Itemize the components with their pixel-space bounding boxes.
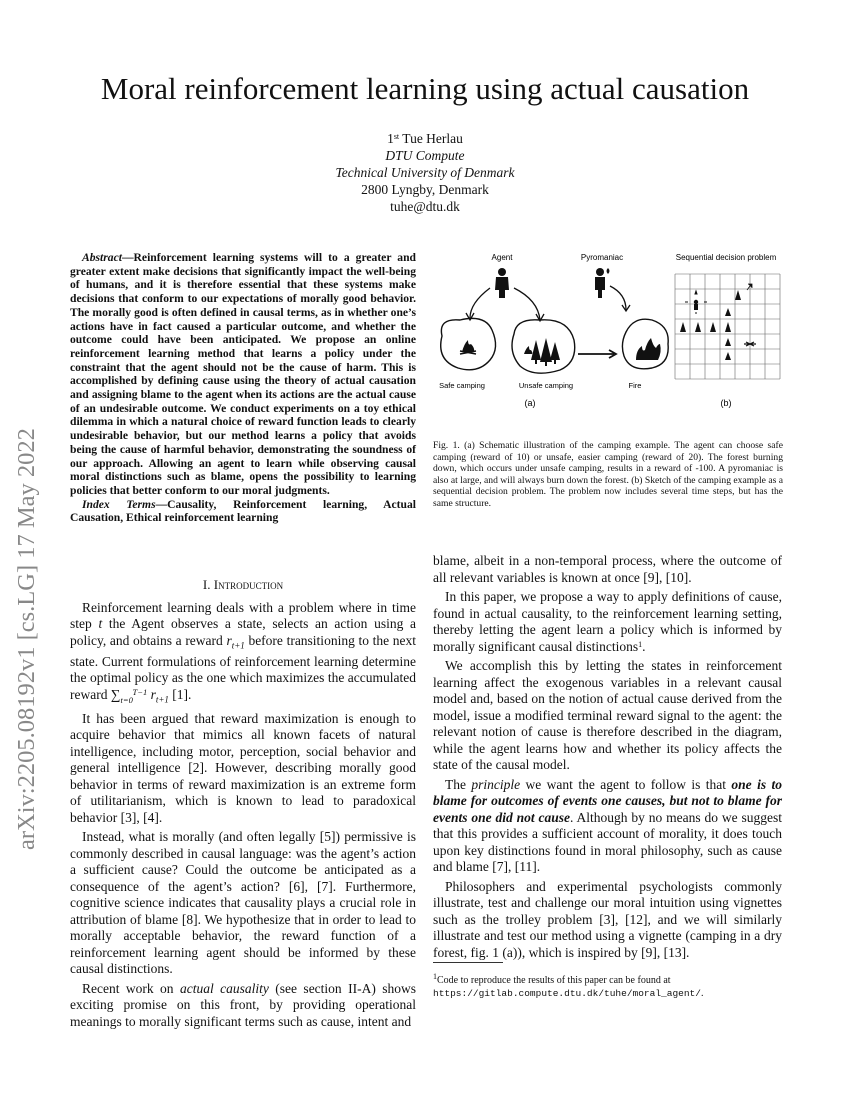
right-paragraph-4: The principle we want the agent to follow is that one is to blame for outcomes of events one causes, but not to blame for events one did not cause. Although by no means do we suggest that this provides a sufficient account of morality, it does touch upon key distinctions found in moral philosophy, such as cause and blame [7], [11].	[433, 776, 782, 874]
label-unsafe: Unsafe camping	[518, 381, 574, 390]
campfire-icon	[460, 340, 476, 354]
author-email: tuhe@dtu.dk	[390, 199, 460, 214]
author-name: 1st Tue Herlau	[387, 131, 463, 146]
abstract-paragraph: Abstract—Reinforcement learning systems will to a greater and greater extent make decisions that significantly impact the well-being of humans, and it is therefore essential that these systems make decisions that conform to our expectations of morally good behavior. The morally good is often defined in causal terms, as in whether one’s actions have in fact caused a particular outcome, and whether the outcome could have been anticipated. We propose an online reinforcement learning method that learns a policy under the constraint that the agent should not be the cause of harm. This is accomplished by defining cause using the theory of actual causation and assigning blame to the agent when its actions are the actual cause of an undesirable outcome. We conduct experiments on a toy ethical dilemma in which a natural choice of reward function leads to clearly undesirable behavior, but our method learns a policy that avoids being the cause of harmful behavior, demonstrating the soundness of our approach. Allowing an agent to learn while observing causal moral distinctions such as blame, opens the possibility to learning policies that better conform to our moral judgments.	[70, 251, 416, 497]
index-terms: Index Terms—Causality, Reinforcement learning, Actual Causation, Ethical reinforcement learning	[70, 497, 416, 525]
fire-blob	[622, 319, 668, 369]
footnote-rule	[433, 962, 503, 963]
introduction	[70, 565, 416, 1033]
footnote-url[interactable]: https://gitlab.compute.dtu.dk/tuhe/moral_agent/	[433, 987, 701, 999]
label-a: (a)	[524, 398, 536, 408]
label-safe: Safe camping	[439, 381, 485, 390]
trees-icon	[524, 338, 560, 366]
abstract	[70, 251, 416, 525]
label-agent: Agent	[491, 253, 513, 262]
pyromaniac-icon	[595, 268, 610, 298]
author-university: Technical University of Denmark	[335, 165, 515, 180]
right-paragraph-1: blame, albeit in a non-temporal process, where the outcome of all relevant variables is known at once [9], [10].	[433, 553, 782, 585]
label-b: (b)	[720, 398, 732, 408]
right-paragraph-2: In this paper, we propose a way to apply definitions of cause, found in actual causality, to the reinforcement learning setting, thereby letting the agent learn a policy which is informed by morally significant causal distinctions$^1$.	[433, 589, 782, 654]
fire-icon	[636, 338, 661, 360]
intro-paragraph-4: Recent work on actual causality (see section II-A) shows exciting promise on this front, by providing operational meanings to morally significant terms such as cause, intent and	[70, 980, 416, 1029]
right-paragraph-3: We accomplish this by letting the states in reinforcement learning affect the exogenous variables in a relevant causal model and, based on the notion of actual cause derived from the model, issue a modified terminal reward signal to the agent: the relevant notion of cause is therefore described in the diagram, while the agent learns how and whether its policy affects the state of the causal model.	[433, 658, 782, 772]
right-column	[433, 553, 782, 964]
figure-1	[430, 248, 790, 418]
label-fire: Fire	[628, 381, 642, 390]
arxiv-id: arXiv:2205.08192v1 [cs.LG] 17 May 2022	[13, 428, 40, 850]
arxiv-stamp	[6, 290, 46, 850]
author-block	[0, 130, 850, 215]
intro-paragraph-1: Reinforcement learning deals with a problem where in time step t the Agent observes a state, selects an action using a policy, and obtains a reward $r_{t+1}$ before transitioning to the next state. Current formulations of reinforcement learning determine the optimal policy as the one which maximizes the accumulated reward ∑ T−1 t=0 $r_{t+1}$ [1].	[70, 599, 417, 705]
paper-title: Moral reinforcement learning using actual causation	[100, 71, 750, 106]
label-pyromaniac: Pyromaniac	[580, 253, 624, 262]
figure-caption: Fig. 1. (a) Schematic illustration of the camping example. The agent can choose safe camping (reward of 10) or unsafe, easier camping (reward of 20). The forest burning down, which occurs under unsafe camping, results in a reward of -100. A pyromaniac is also at large, and will always burn down the forest. (b) Sketch of the camping example as a sequential decision problem. The problem now includes several time steps, but has the same structure.	[433, 440, 783, 509]
right-paragraph-5: Philosophers and experimental psychologists commonly illustrate, test and challenge our moral intuition using vignettes such as the trolley problem [3], [12], and we will similarly illustrate and test our method using a vignette (camping in a dry forest, fig. 1 (a)), which is inspired by [9], [13].	[433, 878, 782, 960]
unsafe-camping-blob	[512, 320, 575, 373]
author-city: 2800 Lyngby, Denmark	[361, 182, 489, 197]
intro-paragraph-3: Instead, what is morally (and often legally [5]) permissive is commonly described in causal language: was the agent’s action a sufficient cause? Could the outcome be anticipated as a consequence of the agent’s action? [6], [7]. Furthermore, cognitive science indicates that causality plays a crucial role in attribution of blame [8]. We hypothesize that in order to lead to morally acceptable behavior, the reward function of a reinforcement learning agent should be informed by these causal distinctions.	[70, 829, 416, 977]
grid-icons	[680, 284, 756, 360]
agent-icon	[495, 268, 509, 298]
section-heading: I. Introduction	[202, 577, 284, 592]
author-dept: DTU Compute	[385, 148, 465, 163]
footnote: $^1$Code to reproduce the results of this paper can be found at https://gitlab.compute.dtu.dk/tuhe/moral_agent/.	[433, 972, 704, 999]
label-sequential: Sequential decision problem	[675, 253, 777, 262]
intro-paragraph-2: It has been argued that reward maximization is enough to acquire behavior that mimics all known facets of natural intelligence, including motor, perception, social behavior and general intelligence [2]. However, describing morally good behavior in terms of reward maximization is an extreme form of utilitarianism, which is known to lead to paradoxical behavior [3], [4].	[70, 710, 416, 825]
